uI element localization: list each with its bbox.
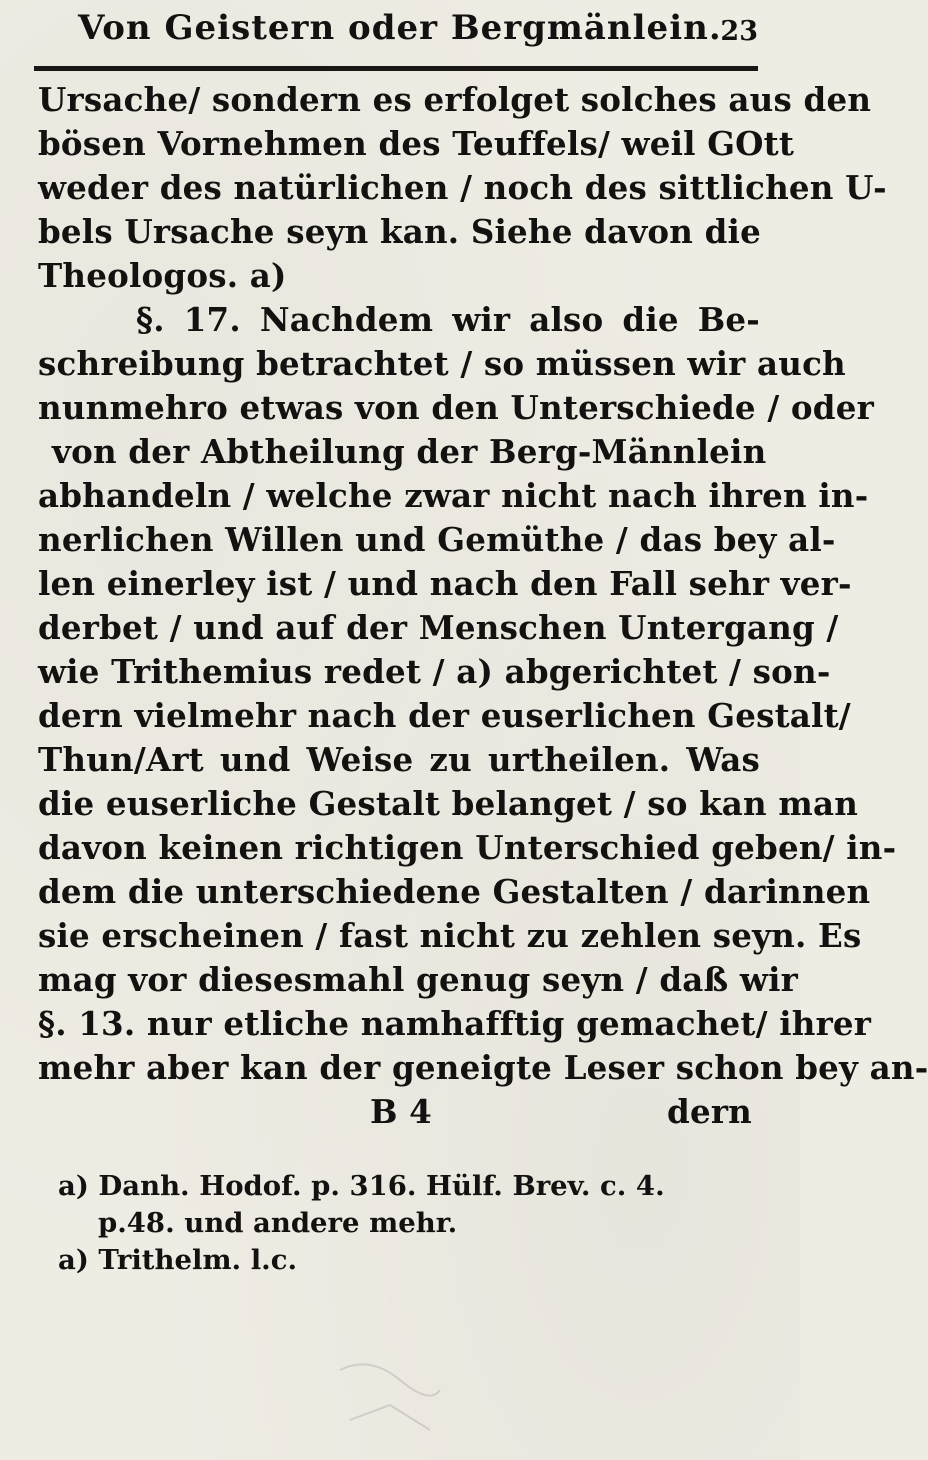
body-text bbox=[38, 78, 928, 1134]
catchword: dern bbox=[667, 1092, 752, 1131]
text-line: mag vor diesesmahl genug seyn / daß wir bbox=[38, 960, 798, 999]
page-header bbox=[58, 6, 758, 54]
running-title: Von Geistern oder Bergmänlein. bbox=[78, 8, 722, 48]
text-line: §. 13. nur etliche namhafftig gemachet/ ihrer bbox=[38, 1004, 872, 1043]
text-line: wie Trithemius redet / a) abgerichtet / son- bbox=[38, 652, 831, 691]
signature-line bbox=[38, 1090, 760, 1134]
text-line: Thun/Art und Weise zu urtheilen. Was bbox=[38, 740, 760, 779]
footnote: a) Danh. Hodof. p. 316. Hülf. Brev. c. 4. bbox=[58, 1170, 665, 1202]
text-line: dem die unterschiedene Gestalten / darinnen bbox=[38, 872, 871, 911]
text-line: derbet / und auf der Menschen Untergang / bbox=[38, 608, 839, 647]
text-line: weder des natürlichen / noch des sittlichen U- bbox=[38, 168, 887, 207]
text-line: mehr aber kan der geneigte Leser schon bey an- bbox=[38, 1048, 928, 1087]
text-line: bösen Vornehmen des Teuffels/ weil GOtt bbox=[38, 124, 795, 163]
text-line: Ursache/ sondern es erfolget solches aus den bbox=[38, 80, 872, 119]
text-line: bels Ursache seyn kan. Siehe davon die bbox=[38, 212, 761, 251]
footnote: a) Trithelm. l.c. bbox=[58, 1244, 298, 1276]
bleed-through-marks bbox=[330, 1350, 450, 1450]
text-line: die euserliche Gestalt belanget / so kan man bbox=[38, 784, 859, 823]
footnote-continuation: p.48. und andere mehr. bbox=[98, 1207, 458, 1239]
footnotes bbox=[58, 1168, 758, 1279]
signature-mark: B 4 bbox=[370, 1092, 432, 1131]
text-line: dern vielmehr nach der euserlichen Gestalt/ bbox=[38, 696, 851, 735]
text-line: davon keinen richtigen Unterschied geben/ in- bbox=[38, 828, 897, 867]
text-line: nerlichen Willen und Gemüthe / das bey al- bbox=[38, 520, 836, 559]
section-heading-line: §. 17. Nachdem wir also die Be- bbox=[136, 300, 760, 339]
text-line: len einerley ist / und nach den Fall sehr ver- bbox=[38, 564, 852, 603]
text-line: nunmehro etwas von den Unterschiede / oder bbox=[38, 388, 874, 427]
text-line: sie erscheinen / fast nicht zu zehlen seyn. Es bbox=[38, 916, 862, 955]
text-line: Theologos. a) bbox=[38, 256, 287, 295]
text-line: von der Abtheilung der Berg-Männlein bbox=[52, 432, 767, 471]
text-line: abhandeln / welche zwar nicht nach ihren in- bbox=[38, 476, 869, 515]
header-rule bbox=[34, 66, 758, 71]
page-number: 23 bbox=[720, 16, 758, 47]
text-line: schreibung betrachtet / so müssen wir auch bbox=[38, 344, 846, 383]
